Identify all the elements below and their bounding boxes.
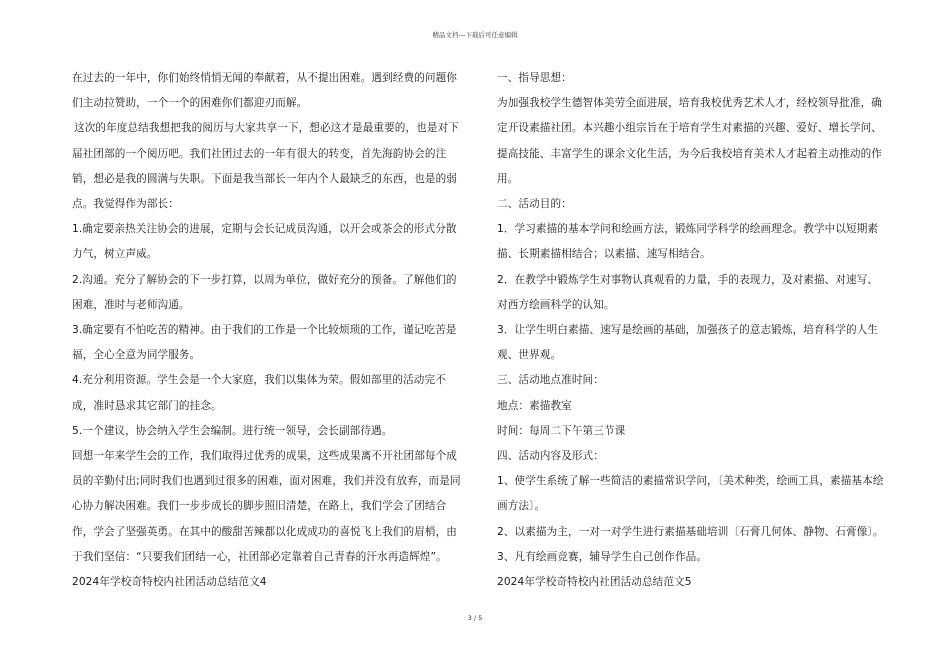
list-item: 1、使学生系统了解一些简洁的素描常识学问，〔美术种类，绘画工具，素描基本绘画方法〕。 <box>497 475 884 513</box>
list-item: 1.确定要亲热关注协会的进展，定期与会长记成员沟通，以开会或茶会的形式分散力气，树立声威。 <box>72 223 457 261</box>
section-heading: 一、指导思想： <box>497 72 572 84</box>
section-heading: 三、活动地点准时间： <box>497 374 604 387</box>
list-item: 2.沟通。充分了解协会的下一步打算，以周为单位，做好充分的预备。了解他们的困难，准时与老师沟通。 <box>72 273 457 311</box>
paragraph: 为加强我校学生德智体美劳全面进展，培育我校优秀艺术人才，经校领导批准，确定开设素描社团。本兴趣小组宗旨在于培育学生对素描的兴趣、爱好、增长学问、提高技能、丰富学生的课余文化生活，为今后我校培育美术人才起着主动推动的作用。 <box>497 97 882 185</box>
time-text: 时间：每周二下午第三节课 <box>497 424 626 437</box>
paragraph: 这次的年度总结我想把我的阅历与大家共享一下，想必这才是最重要的，也是对下届社团部的一个阅历吧。我们社团过去的一年有很大的转变，首先海韵协会的注销，想必是我的圆满与失职。下面是我当部长一年内个人最缺乏的东西，也是的弱点。我觉得作为部长： <box>72 122 459 211</box>
section-heading: 四、活动内容及形式： <box>497 450 604 463</box>
section-title: 2024年学校奇特校内社团活动总结范文4 <box>72 576 267 589</box>
page-header: 精品文档---下载后可任意编辑 <box>432 31 518 39</box>
left-column <box>72 66 462 595</box>
section-title: 2024年学校奇特校内社团活动总结范文5 <box>497 576 692 589</box>
paragraph: 回想一年来学生会的工作，我们取得过优秀的成果，这些成果离不开社团部每个成员的辛勤付出;同时我们也遇到过很多的困难，面对困难，我们并没有放弃，而是同心协力解决困难。我们一步步成长的脚步照旧清楚，在路上，我们学会了团结合作，学会了坚强英勇。在其中的酸甜苦辣都以化成成功的喜悦飞上我们的眉梢，由于我们坚信：“只要我们团结一心，社团部必定靠着自己青春的汗水再造辉煌”。 <box>72 450 461 563</box>
list-item: 3.确定要有不怕吃苦的精神。由于我们的工作是一个比较烦琐的工作，谨记吃苦是福，全心全意为同学服务。 <box>72 324 457 362</box>
section-heading: 二、活动目的： <box>497 198 572 211</box>
list-item: 3．让学生明白素描、速写是绘画的基础，加强孩子的意志锻炼，培育科学的人生观、世界观。 <box>497 324 879 362</box>
page-number: 3 / 5 <box>467 614 483 622</box>
list-item: 4.充分利用资源。学生会是一个大家庭，我们以集体为荣。假如部里的活动完不成，准时恳求其它部门的挂念。 <box>72 374 446 412</box>
list-item: 2、以素描为主，一对一对学生进行素描基础培训〔石膏几何体、静物、石膏像〕。 <box>497 525 884 538</box>
location-text: 地点：素描教室 <box>497 399 572 412</box>
list-item: 5.一个建议，协会纳入学生会编制。进行统一领导，会长副部待遇。 <box>72 424 393 437</box>
paragraph: 在过去的一年中，你们始终悄悄无闻的奉献着，从不提出困难。遇到经费的问题你们主动拉赞助，一个一个的困难你们都迎刃而解。 <box>72 72 457 110</box>
list-item: 3、凡有绘画竞赛，辅导学生自己创作作品。 <box>497 550 708 563</box>
list-item: 1．学习素描的基本学问和绘画方法，锻炼同学科学的绘画理念。教学中以短期素描、长期素描相结合；以素描、速写相结合。 <box>497 223 879 261</box>
list-item: 2．在教学中锻炼学生对事物认真观看的力量，手的表现力，及对素描、对速写、对西方绘画科学的认知。 <box>497 273 879 311</box>
right-column <box>497 66 887 595</box>
